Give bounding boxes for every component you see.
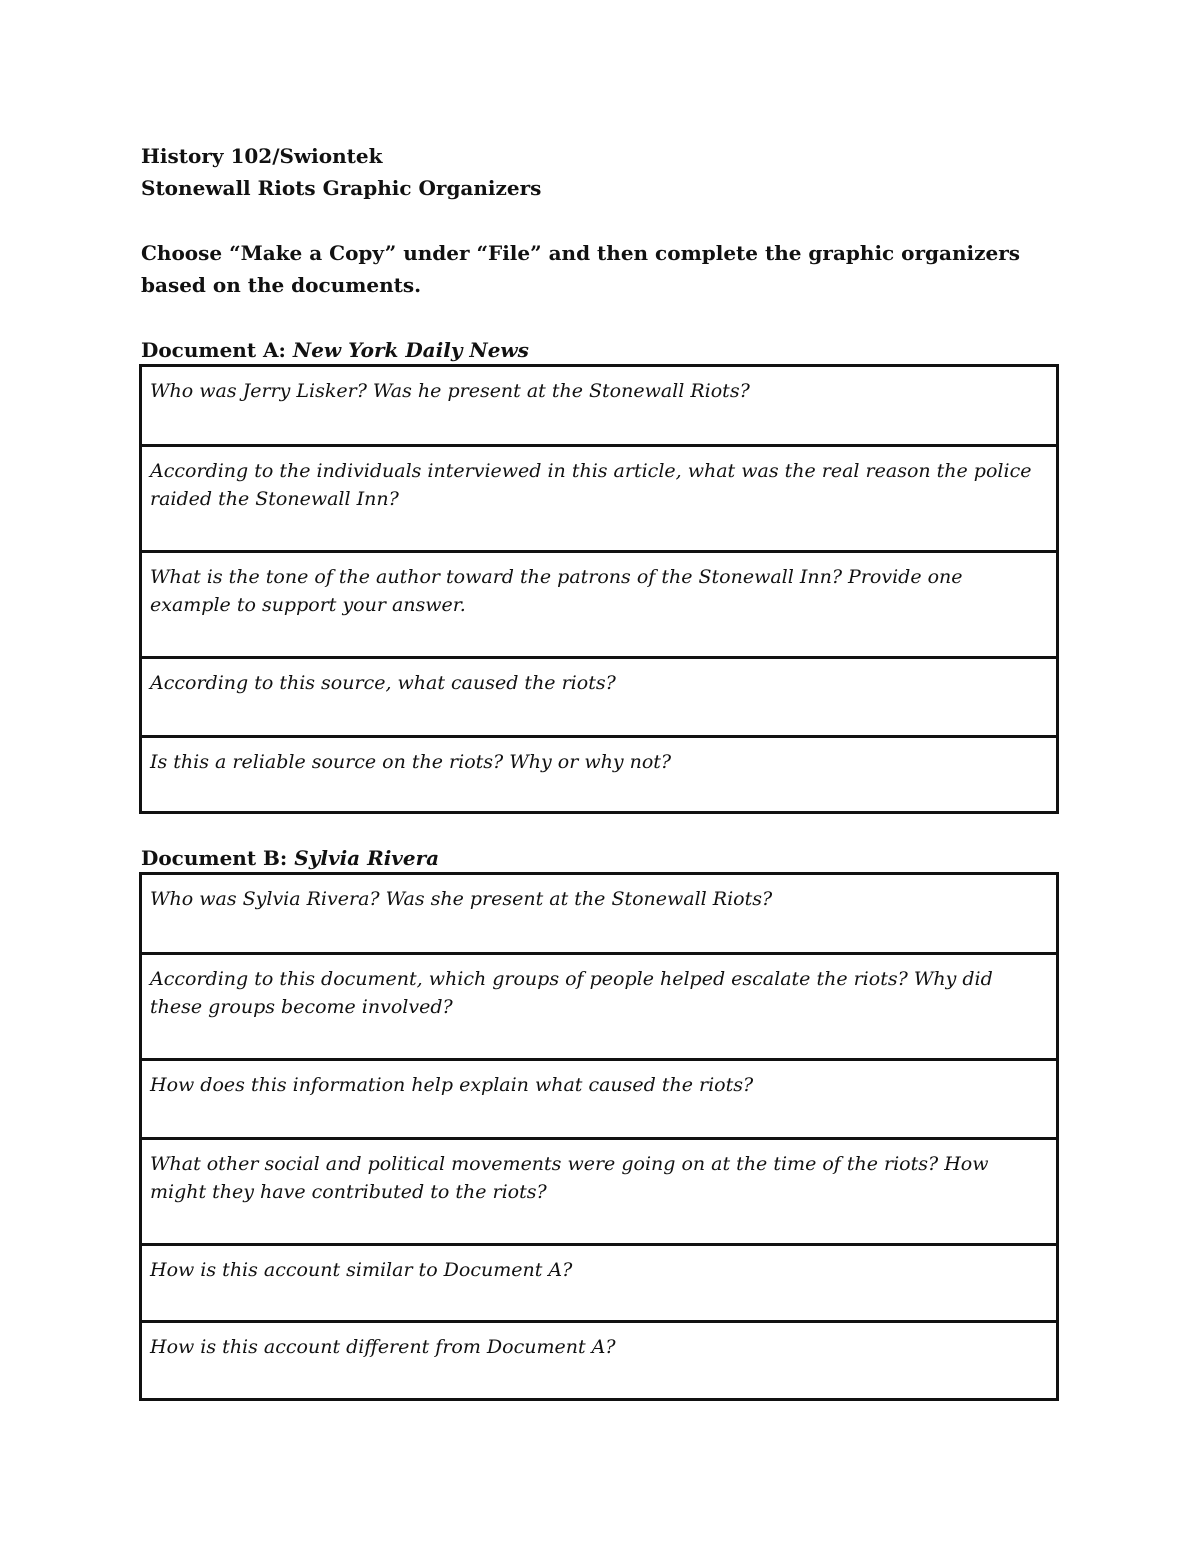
organizer-row [141,954,1058,1060]
document-a-organizer [139,364,1059,814]
question-cell[interactable]: How does this information help explain what caused the riots? [141,1060,1058,1139]
course-title: History 102/Swiontek [141,144,383,168]
question-cell[interactable]: According to the individuals interviewed in this article, what was the real reason the police raided the Stonewall Inn? [141,446,1058,552]
organizer-row [141,446,1058,552]
document-b-heading [141,844,439,872]
document-a-label: Document A: [141,338,293,362]
question-cell[interactable]: How is this account different from Document A? [141,1322,1058,1400]
question-cell[interactable]: Who was Sylvia Rivera? Was she present at the Stonewall Riots? [141,874,1058,954]
organizer-row [141,1139,1058,1245]
question-cell[interactable]: Is this a reliable source on the riots? Why or why not? [141,737,1058,813]
instructions: Choose “Make a Copy” under “File” and then complete the graphic organizers based on the documents. [141,241,1021,297]
organizer-row [141,658,1058,737]
worksheet-title: Stonewall Riots Graphic Organizers [141,176,542,200]
organizer-row [141,874,1058,954]
question-cell[interactable]: Who was Jerry Lisker? Was he present at the Stonewall Riots? [141,366,1058,446]
document-b-source: Sylvia Rivera [294,846,440,870]
document-a-heading [141,336,529,364]
organizer-row [141,1322,1058,1400]
organizer-row [141,1245,1058,1322]
question-cell[interactable]: According to this source, what caused the riots? [141,658,1058,737]
organizer-row [141,552,1058,658]
document-b-organizer [139,872,1059,1401]
document-a-source: New York Daily News [292,338,529,362]
document-b-label: Document B: [141,846,295,870]
question-cell[interactable]: According to this document, which groups of people helped escalate the riots? Why did these groups become involved? [141,954,1058,1060]
organizer-row [141,366,1058,446]
question-cell[interactable]: What other social and political movements were going on at the time of the riots? How might they have contributed to the riots? [141,1139,1058,1245]
organizer-row [141,737,1058,813]
question-cell[interactable]: How is this account similar to Document A? [141,1245,1058,1322]
question-cell[interactable]: What is the tone of the author toward the patrons of the Stonewall Inn? Provide one example to support your answer. [141,552,1058,658]
organizer-row [141,1060,1058,1139]
